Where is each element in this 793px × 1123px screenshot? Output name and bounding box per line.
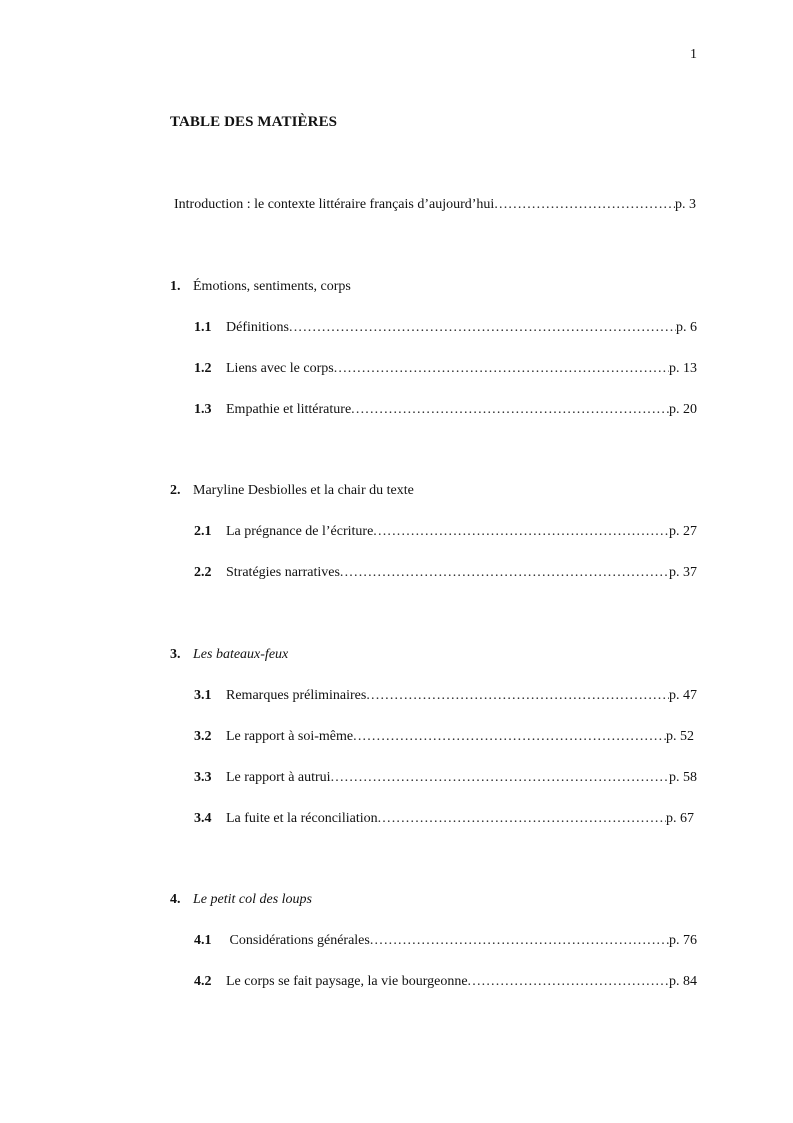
chapter-title: Le petit col des loups — [193, 892, 312, 907]
toc-section-3-4[interactable] — [194, 809, 694, 829]
chapter-number: 4. — [170, 892, 181, 907]
toc-entry-introduction[interactable] — [174, 195, 696, 215]
chapter-title: Maryline Desbiolles et la chair du texte — [193, 483, 414, 498]
toc-section-3-2[interactable] — [194, 727, 694, 747]
toc-page-ref: p. 84 — [669, 974, 697, 989]
section-title: Remarques préliminaires — [226, 688, 367, 703]
chapter-heading-1[interactable] — [170, 277, 351, 297]
chapter-title: Les bateaux-feux — [193, 647, 289, 662]
toc-page-ref: p. 20 — [669, 402, 697, 417]
toc-section-2-2[interactable] — [194, 563, 697, 583]
section-number: 2.1 — [194, 524, 212, 539]
toc-section-1-3[interactable] — [194, 400, 697, 420]
section-number: 3.1 — [194, 688, 212, 703]
chapter-number: 1. — [170, 279, 181, 294]
section-title: Définitions — [226, 320, 289, 335]
section-title: Le rapport à soi-même — [226, 729, 354, 744]
toc-entry-label: Introduction : le contexte littéraire français d’aujourd’hui — [174, 197, 495, 212]
chapter-number: 2. — [170, 483, 181, 498]
leader-dots — [373, 522, 669, 542]
toc-page-ref: p. 52 — [666, 729, 694, 744]
toc-section-2-1[interactable] — [194, 522, 697, 542]
section-number: 4.1 — [194, 933, 212, 948]
leader-dots — [370, 931, 669, 951]
section-number: 3.2 — [194, 729, 212, 744]
toc-page-ref: p. 13 — [669, 361, 697, 376]
chapter-heading-4[interactable] — [170, 890, 312, 910]
toc-page-ref: p. 3 — [675, 197, 696, 212]
section-number: 1.1 — [194, 320, 212, 335]
section-title: Le rapport à autrui — [226, 770, 331, 785]
toc-page-ref: p. 27 — [669, 524, 697, 539]
chapter-title: Émotions, sentiments, corps — [193, 279, 351, 294]
toc-page-ref: p. 37 — [669, 565, 697, 580]
section-number: 4.2 — [194, 974, 212, 989]
leader-dots — [351, 400, 669, 420]
chapter-heading-3[interactable] — [170, 645, 288, 665]
toc-section-4-2[interactable] — [194, 972, 697, 992]
toc-page-ref: p. 47 — [669, 688, 697, 703]
section-title: Liens avec le corps — [226, 361, 334, 376]
section-number: 2.2 — [194, 565, 212, 580]
leader-dots — [366, 686, 669, 706]
section-number: 3.3 — [194, 770, 212, 785]
toc-page-ref: p. 58 — [669, 770, 697, 785]
leader-dots — [468, 972, 669, 992]
toc-section-1-2[interactable] — [194, 359, 697, 379]
leader-dots — [494, 195, 675, 215]
section-number: 1.2 — [194, 361, 212, 376]
page-title: TABLE DES MATIÈRES — [170, 114, 338, 130]
leader-dots — [340, 563, 669, 583]
toc-section-1-1[interactable] — [194, 318, 697, 338]
section-title: La prégnance de l’écriture — [226, 524, 374, 539]
leader-dots — [334, 359, 669, 379]
section-number: 3.4 — [194, 811, 212, 826]
leader-dots — [378, 809, 666, 829]
section-title: La fuite et la réconciliation — [226, 811, 378, 826]
toc-section-4-1[interactable] — [194, 931, 697, 951]
leader-dots — [331, 768, 669, 788]
section-title: Stratégies narratives — [226, 565, 340, 580]
toc-page-ref: p. 67 — [666, 811, 694, 826]
toc-section-3-1[interactable] — [194, 686, 697, 706]
leader-dots — [289, 318, 676, 338]
section-title: Empathie et littérature — [226, 402, 352, 417]
section-number: 1.3 — [194, 402, 212, 417]
chapter-number: 3. — [170, 647, 181, 662]
toc-page-ref: p. 6 — [676, 320, 697, 335]
toc-section-3-3[interactable] — [194, 768, 697, 788]
chapter-heading-2[interactable] — [170, 481, 414, 501]
leader-dots — [353, 727, 666, 747]
page-number: 1 — [690, 47, 697, 62]
section-title: Le corps se fait paysage, la vie bourgeonne — [226, 974, 468, 989]
toc-page-ref: p. 76 — [669, 933, 697, 948]
section-title: Considérations générales — [226, 933, 370, 948]
